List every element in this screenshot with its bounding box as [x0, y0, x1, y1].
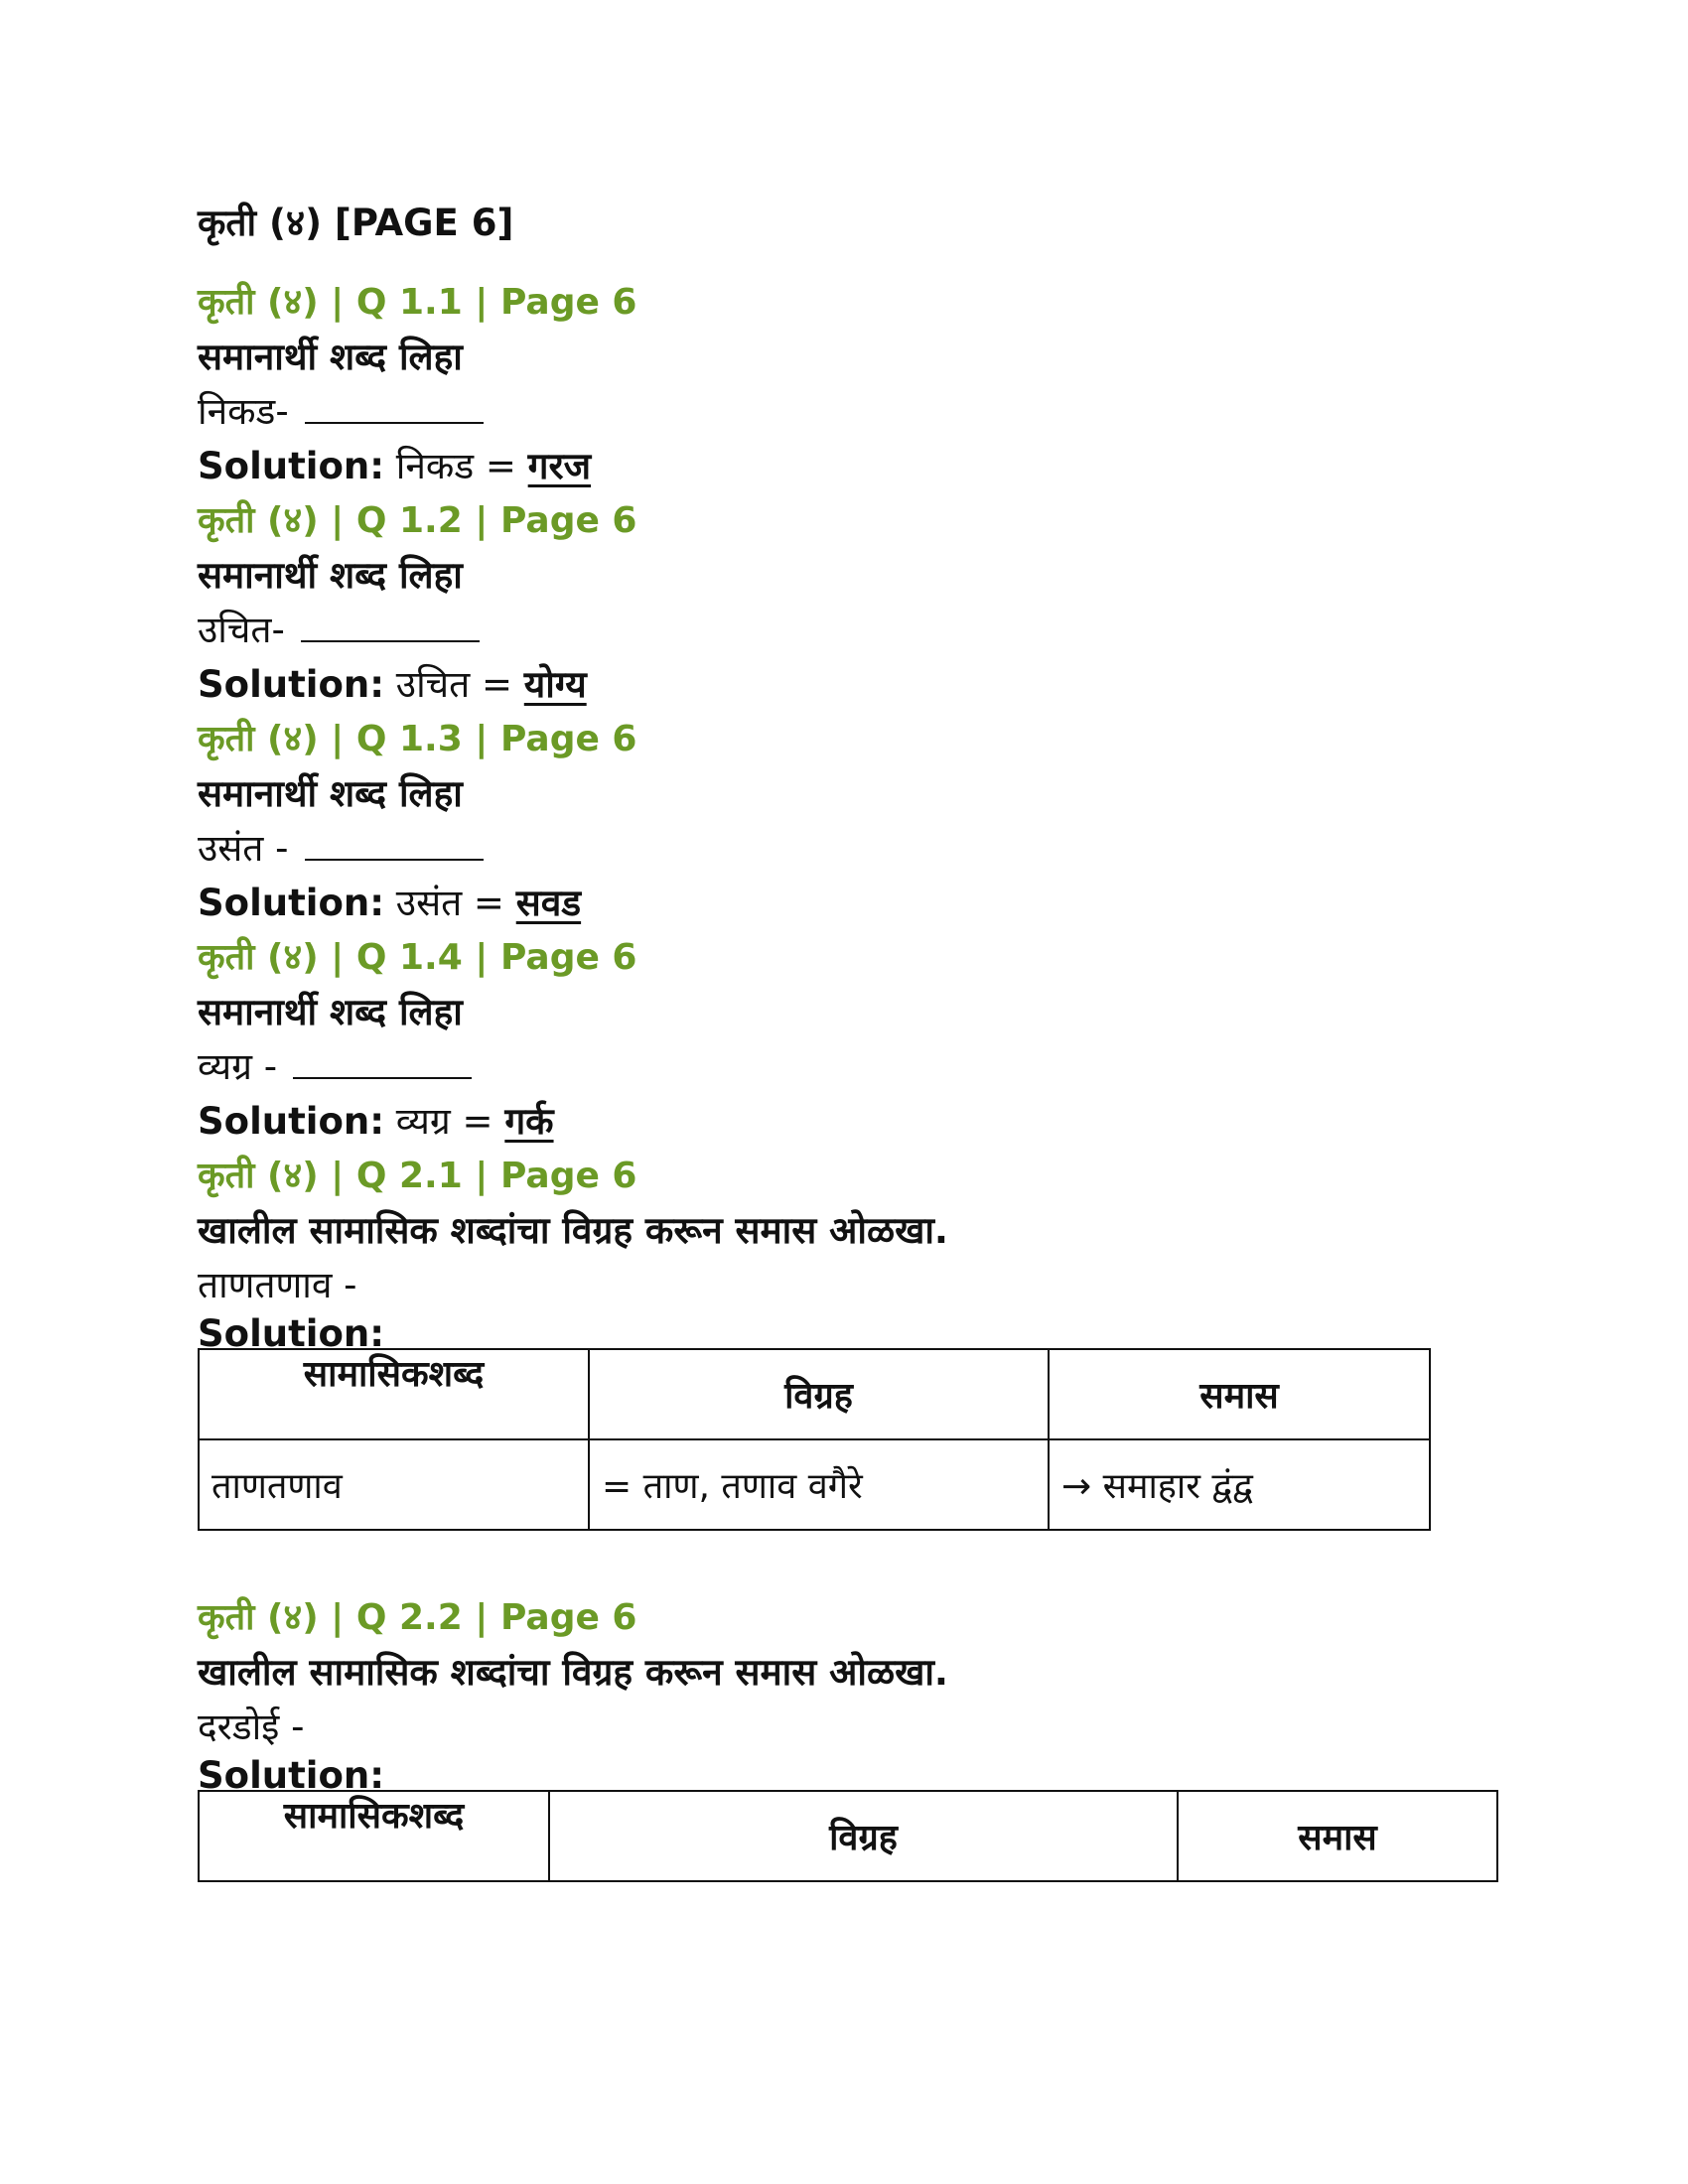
section-spacer: [198, 1531, 1548, 1590]
table-header-cell: सामासिकशब्द: [199, 1349, 589, 1439]
term-text: उचित-: [198, 609, 285, 651]
table-header-cell: सामासिकशब्द: [199, 1791, 549, 1881]
question-block: [198, 493, 1548, 712]
answer-blank: [305, 388, 484, 424]
table-header-cell: विग्रह: [589, 1349, 1049, 1439]
solution-line: [198, 1094, 1548, 1149]
solution-text: उचित =: [395, 663, 513, 706]
solution-answer: गरज: [527, 445, 592, 487]
solution-text: निकड =: [395, 445, 516, 487]
solution-text: व्यग्र =: [395, 1100, 493, 1143]
solution-label: Solution:: [198, 663, 385, 706]
solution-answer: योग्य: [523, 663, 587, 706]
question-block: [198, 275, 1548, 493]
document-page: [198, 194, 1548, 1882]
solution-answer: सवड: [515, 882, 582, 924]
answer-blank: [293, 1043, 472, 1079]
question-term: ताणतणाव -: [198, 1264, 357, 1306]
question-instruction: समानार्थी शब्द लिहा: [198, 772, 463, 815]
question-term: [198, 1039, 1548, 1094]
table-cell: ताणतणाव: [199, 1439, 589, 1530]
question-heading: कृती (४) | Q 1.3 | Page 6: [198, 719, 637, 759]
page-title: कृती (४) [PAGE 6]: [198, 202, 514, 244]
table-header-cell: समास: [1049, 1349, 1430, 1439]
answer-blank: [305, 825, 484, 861]
solution-label: Solution:: [198, 1312, 385, 1355]
solution-label: Solution:: [198, 882, 385, 924]
solution-label: Solution:: [198, 445, 385, 487]
samas-question-block: [198, 1149, 1548, 1531]
question-block: [198, 712, 1548, 930]
term-text: व्यग्र -: [198, 1045, 278, 1088]
table-header-row: [199, 1349, 1430, 1439]
solution-label: Solution:: [198, 1100, 385, 1143]
term-text: उसंत -: [198, 827, 289, 870]
solution-text: उसंत =: [395, 882, 504, 924]
question-term: [198, 821, 1548, 876]
table-header-row: [199, 1791, 1497, 1881]
table-cell: = ताण, तणाव वगैरे: [589, 1439, 1049, 1530]
question-term: [198, 603, 1548, 657]
solution-line: [198, 876, 1548, 930]
answer-blank: [301, 607, 480, 642]
samas-question-block: [198, 1590, 1548, 1882]
question-block: [198, 930, 1548, 1149]
question-instruction: खालील सामासिक शब्दांचा विग्रह करून समास ओळखा.: [198, 1651, 948, 1694]
question-heading: कृती (४) | Q 1.4 | Page 6: [198, 937, 637, 978]
question-instruction: खालील सामासिक शब्दांचा विग्रह करून समास ओळखा.: [198, 1209, 948, 1252]
samas-table: [198, 1348, 1431, 1531]
question-instruction: समानार्थी शब्द लिहा: [198, 336, 463, 378]
question-heading: कृती (४) | Q 1.1 | Page 6: [198, 282, 637, 323]
solution-answer: गर्क: [504, 1100, 554, 1143]
question-heading: कृती (४) | Q 1.2 | Page 6: [198, 500, 637, 541]
question-term: दरडोई -: [198, 1706, 305, 1748]
solution-label: Solution:: [198, 1754, 385, 1797]
question-instruction: समानार्थी शब्द लिहा: [198, 554, 463, 597]
question-heading: कृती (४) | Q 2.2 | Page 6: [198, 1597, 637, 1638]
term-text: निकड-: [198, 390, 289, 433]
solution-line: [198, 439, 1548, 493]
question-heading: कृती (४) | Q 2.1 | Page 6: [198, 1156, 637, 1196]
table-header-cell: समास: [1178, 1791, 1497, 1881]
question-instruction: समानार्थी शब्द लिहा: [198, 991, 463, 1033]
solution-line: [198, 657, 1548, 712]
samas-table: [198, 1790, 1498, 1882]
question-term: [198, 384, 1548, 439]
table-cell: → समाहार द्वंद्व: [1049, 1439, 1430, 1530]
table-row: [199, 1439, 1430, 1530]
table-header-cell: विग्रह: [549, 1791, 1178, 1881]
